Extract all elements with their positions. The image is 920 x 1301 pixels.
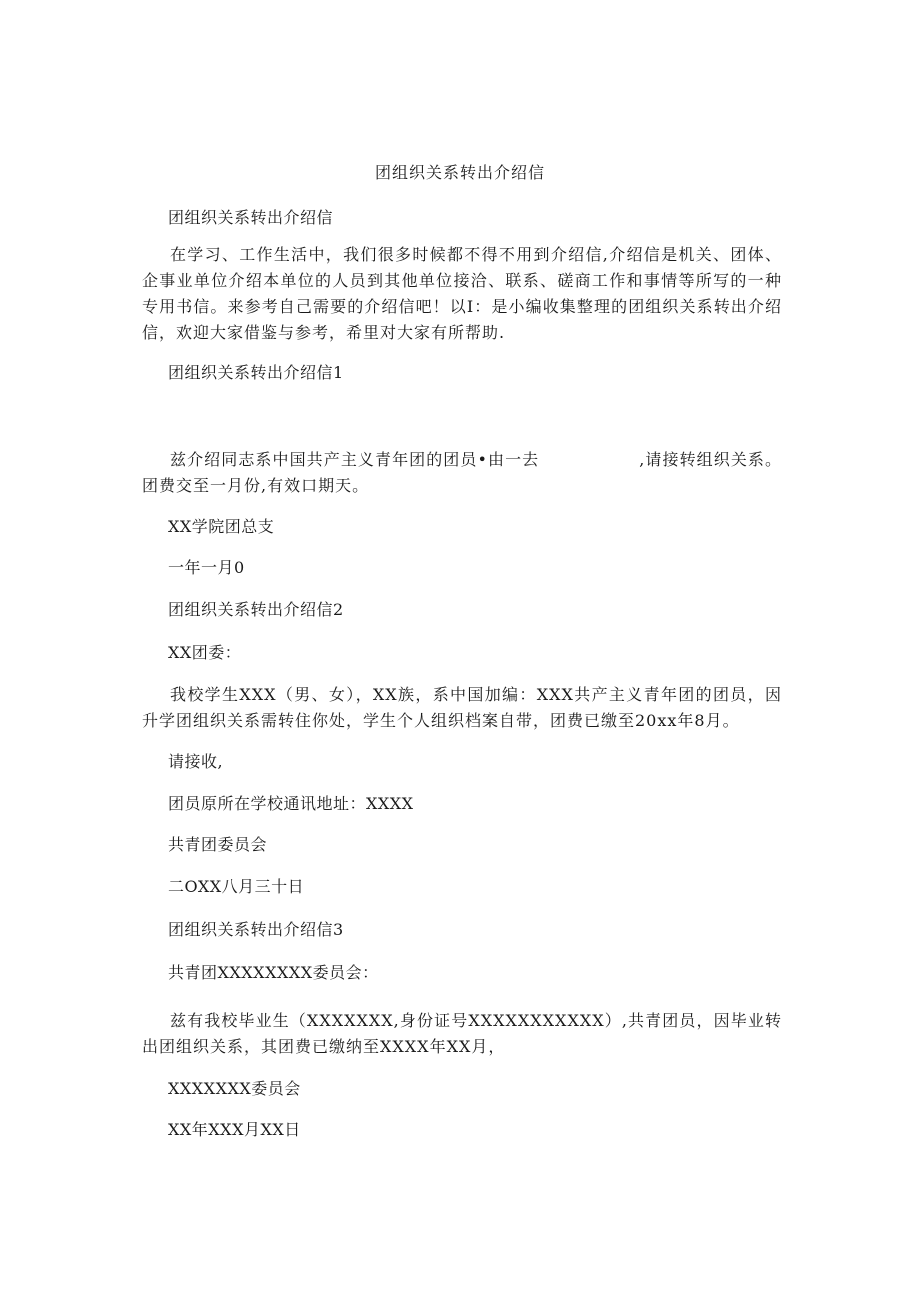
letter1-date: 一年一月0	[168, 558, 245, 577]
letter1-body	[142, 447, 782, 499]
letter2-body: 我校学生XXX（男、女），XX族，系中国加编：XXX共产主义青年团的团员，因升学团组织关系需转住你处，学生个人组织档案自带，团费已缴至20xx年8月。	[142, 685, 782, 730]
letter3-sender: XXXXXXX委员会	[168, 1079, 301, 1098]
document-title: 团组织关系转出介绍信	[374, 163, 545, 182]
letter2-date: 二OXX八月三十日	[168, 877, 305, 896]
letter3-heading: 团组织关系转出介绍信3	[168, 920, 344, 939]
letter2-address: 团员原所在学校通讯地址：XXXX	[168, 794, 414, 813]
letter2-recipient: XX团委：	[168, 643, 242, 662]
letter2-closing: 请接收,	[168, 752, 224, 771]
letter1-sender: XX学院团总支	[168, 517, 275, 536]
letter3-recipient: 共青团XXXXXXXX委员会：	[168, 963, 379, 982]
letter3-body: 兹有我校毕业生（XXXXXXX,身份证号XXXXXXXXXXX）,共青团员，因毕业转出团组织关系，其团费已缴纳至XXXX年XX月，	[142, 1011, 782, 1056]
letter3-date: XX年XXX月XX日	[168, 1120, 301, 1139]
intro-paragraph: 在学习、工作生活中，我们很多时候都不得不用到介绍信,介绍信是机关、团体、企事业单位介绍本单位的人员到其他单位接洽、联系、磋商工作和事情等所写的一种专用书信。来参考自己需要的介绍信吧！以I：是小编收集整理的团组织关系转出介绍信，欢迎大家借鉴与参考，希里对大家有所帮助.	[142, 245, 782, 342]
letter2-heading: 团组织关系转出介绍信2	[168, 600, 344, 619]
letter1-body-part1: 兹介绍同志系中国共产主义青年团的团员•由一去	[170, 450, 540, 469]
letter2-sender: 共青团委员会	[168, 835, 268, 854]
document-subtitle: 团组织关系转出介绍信	[168, 208, 334, 227]
letter1-heading: 团组织关系转出介绍信1	[168, 363, 344, 382]
letter1-body-part2: ,请接转组织关系。团费交至一月份,有效口期天。	[142, 450, 782, 495]
